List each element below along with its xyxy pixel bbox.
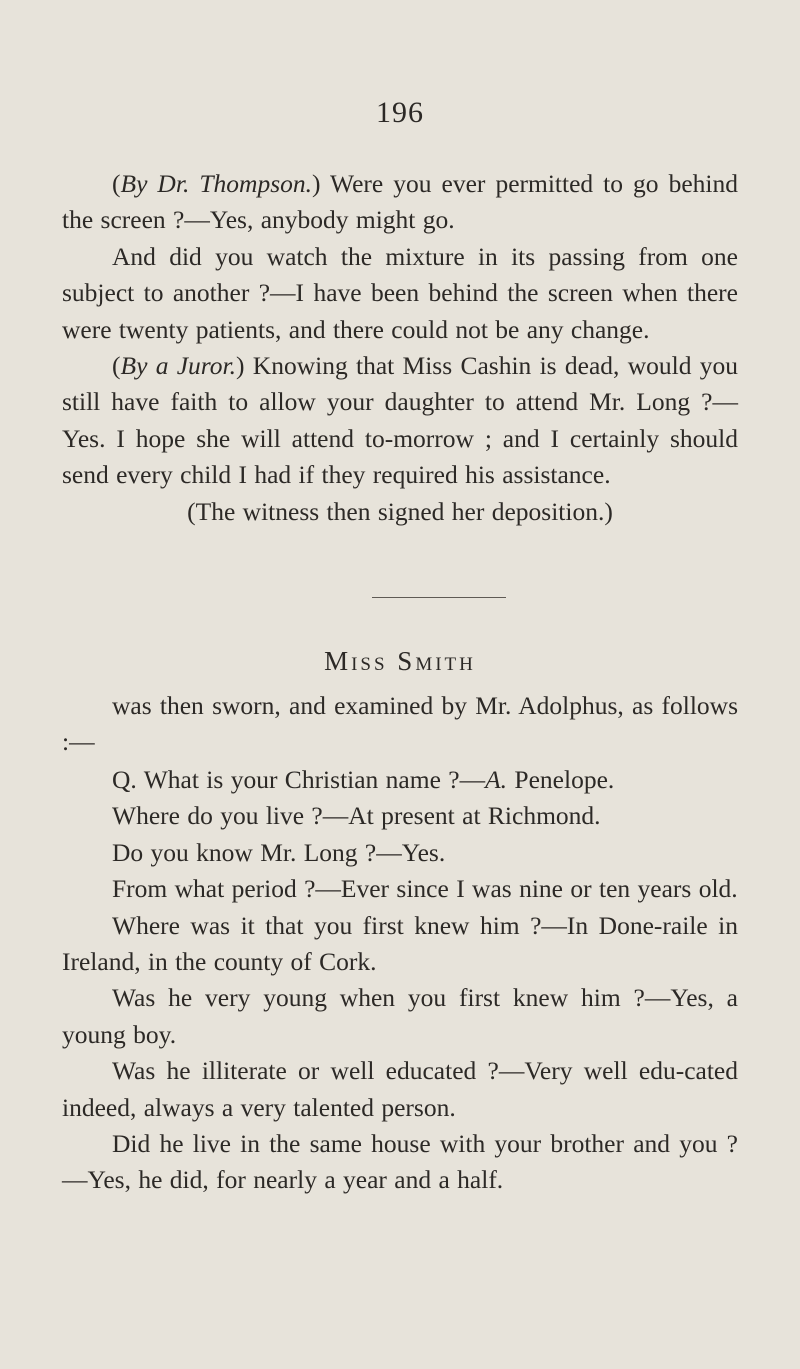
- qa-item: Do you know Mr. Long ?—Yes.: [112, 837, 446, 867]
- paragraph-thompson-question: (By Dr. Thompson.) Were you ever permitted to go behind the screen ?—Yes, anybody might go.: [62, 169, 738, 235]
- section-divider: [372, 597, 506, 598]
- qa-item: Where do you live ?—At present at Richmond.: [112, 801, 601, 831]
- witness-heading: Miss Smith: [324, 646, 476, 676]
- qa-item: Did he live in the same house with your brother and you ?—Yes, he did, for nearly a year and a half.: [62, 1129, 738, 1195]
- examination-qa: [62, 762, 738, 1199]
- page-number: 196: [376, 96, 424, 129]
- paragraph-juror-question: (By a Juror.) Knowing that Miss Cashin is dead, would you still have faith to allow your daughter to attend Mr. Long ?—Yes. I hope she will attend to-morrow ; and I certainly should send every child I had if they required his assistance.: [62, 351, 738, 490]
- qa-item: From what period ?—Ever since I was nine or ten years old.: [112, 874, 738, 904]
- qa-item: Was he illiterate or well educated ?—Very well edu-cated indeed, always a very talented person.: [62, 1056, 738, 1122]
- qa-item: Q. What is your Christian name ?—A. Penelope.: [112, 765, 615, 794]
- signed-deposition-note: (The witness then signed her deposition.): [187, 496, 613, 526]
- juror-label: By a Juror.: [120, 351, 237, 381]
- paragraph-mixture-question: And did you watch the mixture in its passing from one subject to another ?—I have been behind the screen when there were twenty patients, and there could not be any change.: [62, 241, 738, 344]
- deposition-text: [62, 166, 738, 530]
- sworn-intro: was then sworn, and examined by Mr. Adolphus, as follows :—: [62, 691, 738, 757]
- qa-item: Was he very young when you first knew him ?—Yes, a young boy.: [62, 983, 738, 1049]
- qa-item: Where was it that you first knew him ?—In Done-raile in Ireland, in the county of Cork.: [62, 910, 738, 977]
- examiner-label: By Dr. Thompson.: [120, 169, 312, 198]
